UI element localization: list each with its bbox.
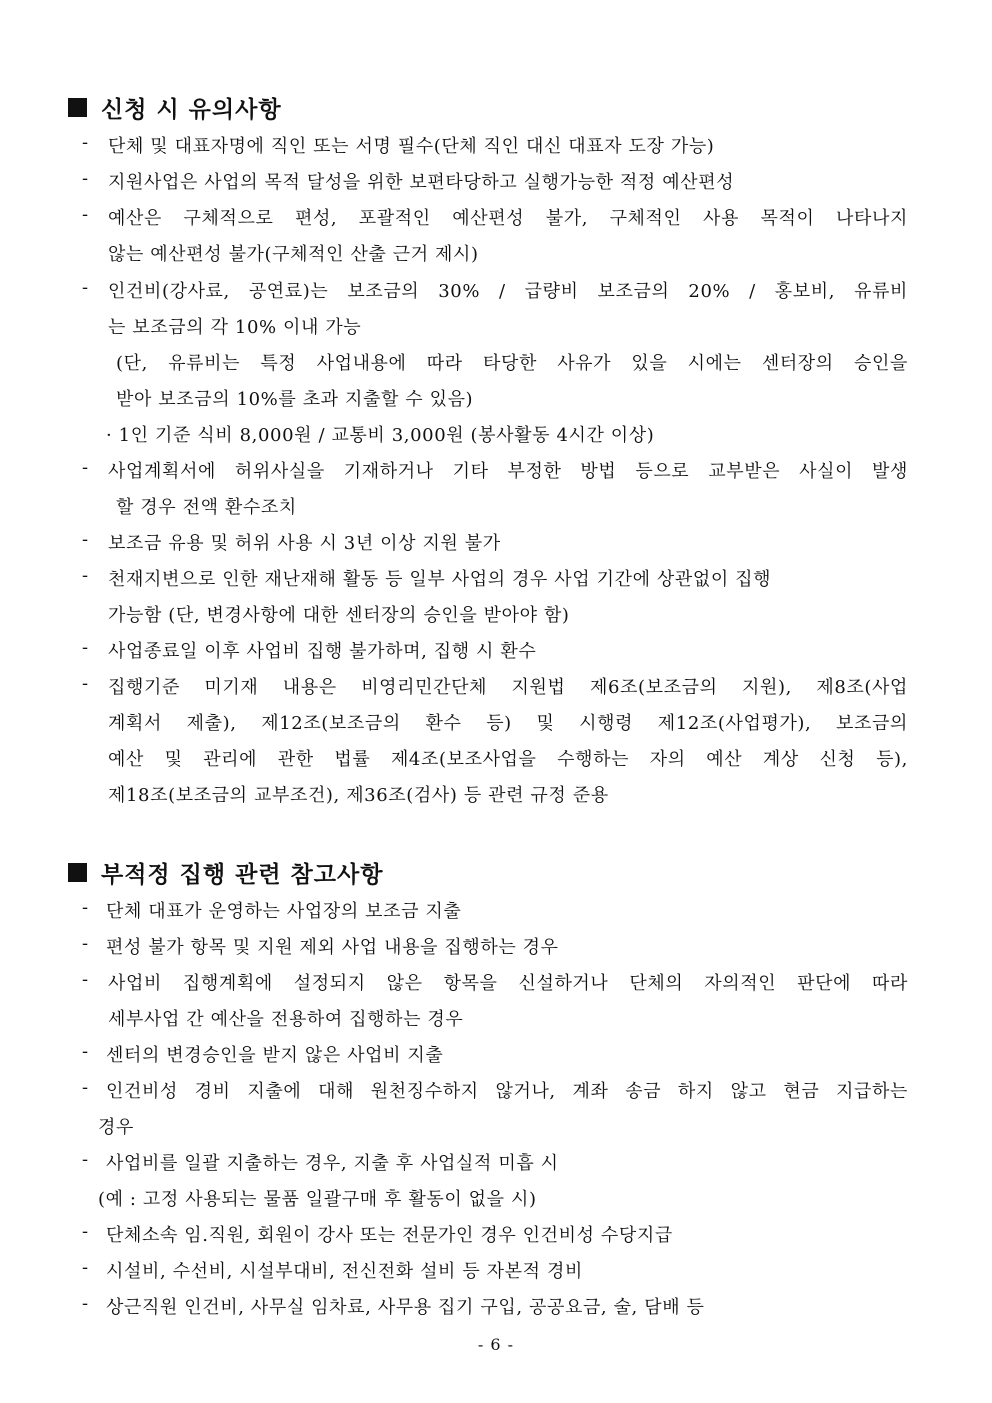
list-item: 사업종료일 이후 사업비 집행 불가하며, 집행 시 환수 [108, 641, 537, 662]
section-title: 부적정 집행 관련 참고사항 [101, 861, 384, 888]
list-item: 단체 대표가 운영하는 사업장의 보조금 지출 [106, 901, 462, 922]
list-item: 예산은 구체적으로 편성, 포괄적인 예산편성 불가, 구체적인 사용 목적이 나타나지 [108, 208, 908, 229]
list-item: 보조금 유용 및 허위 사용 시 3년 이상 지원 불가 [108, 533, 501, 554]
list-dash: - [82, 1149, 89, 1170]
section-title: 신청 시 유의사항 [101, 96, 282, 123]
note-line: (예 : 고정 사용되는 물품 일괄구매 후 활동이 없을 시) [98, 1189, 537, 1210]
list-dash: - [82, 673, 89, 694]
list-item: 상근직원 인건비, 사무실 임차료, 사무용 집기 구입, 공공요금, 술, 담배 등 [106, 1297, 705, 1318]
black-square-icon [68, 98, 87, 117]
list-item: 단체소속 임.직원, 회원이 강사 또는 전문가인 경우 인건비성 수당지급 [106, 1225, 673, 1246]
list-item: 센터의 변경승인을 받지 않은 사업비 지출 [106, 1045, 444, 1066]
note-line: · 1인 기준 식비 8,000원 / 교통비 3,000원 (봉사활동 4시간 이상) [106, 425, 655, 446]
list-item-continuation: 제18조(보조금의 교부조건), 제36조(검사) 등 관련 규정 준용 [108, 785, 609, 806]
list-item-continuation: 할 경우 전액 환수조치 [116, 497, 297, 518]
list-item: 편성 불가 항목 및 지원 제외 사업 내용을 집행하는 경우 [106, 937, 559, 958]
list-dash: - [82, 969, 89, 990]
list-dash: - [82, 1077, 89, 1098]
list-dash: - [82, 637, 89, 658]
list-dash: - [82, 933, 89, 954]
list-item-continuation: 경우 [98, 1117, 134, 1138]
section-heading-improper-execution [68, 856, 383, 889]
list-dash: - [82, 897, 89, 918]
black-square-icon [68, 863, 87, 882]
list-dash: - [82, 1041, 89, 1062]
list-item: 인건비성 경비 지출에 대해 원천징수하지 않거나, 계좌 송금 하지 않고 현금 지급하는 [106, 1081, 908, 1102]
list-dash: - [82, 1293, 89, 1314]
list-item: 지원사업은 사업의 목적 달성을 위한 보편타당하고 실행가능한 적정 예산편성 [108, 172, 735, 193]
list-dash: - [82, 277, 89, 298]
list-item-continuation: 가능함 (단, 변경사항에 대한 센터장의 승인을 받아야 함) [108, 605, 570, 626]
note-line: (단, 유류비는 특정 사업내용에 따라 타당한 사유가 있을 시에는 센터장의 승인을 [116, 353, 908, 374]
list-item-continuation: 세부사업 간 예산을 전용하여 집행하는 경우 [108, 1009, 464, 1030]
page-number: - 6 - [477, 1335, 515, 1354]
list-item: 시설비, 수선비, 시설부대비, 전신전화 설비 등 자본적 경비 [106, 1261, 583, 1282]
list-dash: - [82, 1257, 89, 1278]
list-item-continuation: 계획서 제출), 제12조(보조금의 환수 등) 및 시행령 제12조(사업평가), 보조금의 [108, 713, 908, 734]
list-item: 사업비를 일괄 지출하는 경우, 지출 후 사업실적 미흡 시 [106, 1153, 559, 1174]
list-dash: - [82, 204, 89, 225]
list-item-continuation: 예산 및 관리에 관한 법률 제4조(보조사업을 수행하는 자의 예산 계상 신청 등), [108, 749, 908, 770]
list-item-continuation: 는 보조금의 각 10% 이내 가능 [108, 317, 362, 338]
list-dash: - [82, 168, 89, 189]
list-item-continuation: 않는 예산편성 불가(구체적인 산출 근거 제시) [108, 244, 479, 265]
list-dash: - [82, 457, 89, 478]
list-dash: - [82, 565, 89, 586]
list-item: 인건비(강사료, 공연료)는 보조금의 30% / 급량비 보조금의 20% / 홍보비, 유류비 [108, 281, 908, 302]
list-dash: - [82, 132, 89, 153]
note-line: 받아 보조금의 10%를 초과 지출할 수 있음) [116, 389, 474, 410]
list-dash: - [82, 529, 89, 550]
list-item: 천재지변으로 인한 재난재해 활동 등 일부 사업의 경우 사업 기간에 상관없이 집행 [108, 569, 772, 590]
list-dash: - [82, 1221, 89, 1242]
list-item: 사업계획서에 허위사실을 기재하거나 기타 부정한 방법 등으로 교부받은 사실이 발생 [108, 461, 908, 482]
list-item: 단체 및 대표자명에 직인 또는 서명 필수(단체 직인 대신 대표자 도장 가능) [108, 136, 715, 157]
list-item: 집행기준 미기재 내용은 비영리민간단체 지원법 제6조(보조금의 지원), 제8조(사업 [108, 677, 908, 698]
list-item: 사업비 집행계획에 설정되지 않은 항목을 신설하거나 단체의 자의적인 판단에 따라 [108, 973, 908, 994]
section-heading-notes [68, 91, 282, 124]
